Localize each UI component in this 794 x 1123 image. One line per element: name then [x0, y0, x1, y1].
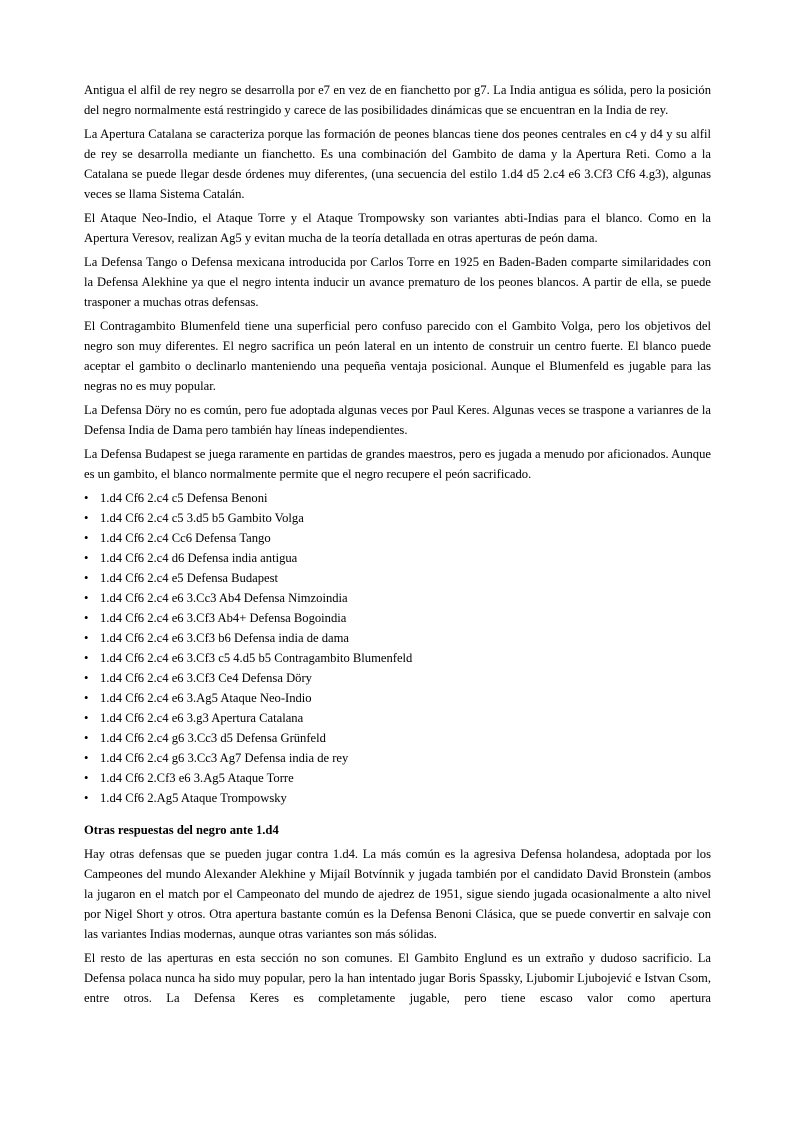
- bullet-glyph: •: [84, 511, 89, 525]
- paragraph-budapest: La Defensa Budapest se juega raramente en partidas de grandes maestros, pero es jugada a menudo por aficionados. Aunque es un gambito, el blanco normalmente permite que el negro recupere el peón sacrificado.: [84, 447, 711, 481]
- list-item: [84, 488, 711, 508]
- list-item: [84, 728, 711, 748]
- bullet-glyph: •: [84, 551, 89, 565]
- bullet-glyph: •: [84, 591, 89, 605]
- paragraph-defensa-tango: La Defensa Tango o Defensa mexicana introducida por Carlos Torre en 1925 en Baden-Baden comparte similaridades con la Defensa Alekhine ya que el negro intenta inducir un avance prematuro de los peones blancos. A partir de ella, se puede trasponer a muchas otras defensas.: [84, 255, 711, 309]
- list-item: [84, 508, 711, 528]
- list-item: [84, 788, 711, 808]
- list-item-text: 1.d4 Cf6 2.c4 e5 Defensa Budapest: [100, 571, 279, 585]
- list-item: [84, 588, 711, 608]
- bullet-glyph: •: [84, 751, 89, 765]
- list-item-text: 1.d4 Cf6 2.Ag5 Ataque Trompowsky: [100, 791, 287, 805]
- list-item: [84, 768, 711, 788]
- list-item-text: 1.d4 Cf6 2.c4 d6 Defensa india antigua: [100, 551, 298, 565]
- bullet-glyph: •: [84, 711, 89, 725]
- list-item-text: 1.d4 Cf6 2.c4 e6 3.Cf3 b6 Defensa india de dama: [100, 631, 350, 645]
- list-item-text: 1.d4 Cf6 2.Cf3 e6 3.Ag5 Ataque Torre: [100, 771, 294, 785]
- paragraph-india-antigua: Antigua el alfil de rey negro se desarrolla por e7 en vez de en fianchetto por g7. La India antigua es sólida, pero la posición del negro normalmente está restringido y carece de las posibilidades dinámicas que se encuentran en la India de rey.: [84, 83, 711, 117]
- bullet-glyph: •: [84, 691, 89, 705]
- list-item-text: 1.d4 Cf6 2.c4 e6 3.Cf3 Ce4 Defensa Döry: [100, 671, 312, 685]
- opening-moves-list: [84, 488, 711, 808]
- list-item-text: 1.d4 Cf6 2.c4 g6 3.Cc3 d5 Defensa Grünfeld: [100, 731, 326, 745]
- list-item: [84, 548, 711, 568]
- bullet-glyph: •: [84, 571, 89, 585]
- list-item: [84, 688, 711, 708]
- list-item: [84, 568, 711, 588]
- document-page: [84, 80, 711, 1012]
- paragraph-ataque-neo-indio: El Ataque Neo-Indio, el Ataque Torre y el Ataque Trompowsky son variantes abti-Indias para el blanco. Como en la Apertura Veresov, realizan Ag5 y evitan mucha de la teoría detallada en otras aperturas de peón dama.: [84, 211, 711, 245]
- list-item: [84, 628, 711, 648]
- section-heading: Otras respuestas del negro ante 1.d4: [84, 823, 279, 837]
- list-item-text: 1.d4 Cf6 2.c4 e6 3.Cf3 Ab4+ Defensa Bogoindia: [100, 611, 347, 625]
- list-item: [84, 708, 711, 728]
- bullet-glyph: •: [84, 611, 89, 625]
- bullet-glyph: •: [84, 491, 89, 505]
- list-item-text: 1.d4 Cf6 2.c4 c5 Defensa Benoni: [100, 491, 268, 505]
- paragraph-blumenfeld: El Contragambito Blumenfeld tiene una superficial pero confuso parecido con el Gambito Volga, pero los objetivos del negro son muy diferentes. El negro sacrifica un peón lateral en un intento de construir un centro fuerte. El blanco puede aceptar el gambito o declinarlo manteniendo una pequeña ventaja posicional. Aunque el Blumenfeld es jugable para las negras no es muy popular.: [84, 319, 711, 393]
- list-item: [84, 648, 711, 668]
- paragraph-otras-defensas: Hay otras defensas que se pueden jugar contra 1.d4. La más común es la agresiva Defensa holandesa, adoptada por los Campeones del mundo Alexander Alekhine y Mijaíl Botvínnik y jugada también por el candidato David Bronstein (ambos la jugaron en el match por el Campeonato del mundo de ajedrez de 1951, sigue siendo jugada ocasionalmente a alto nivel por Nigel Short y otros. Otra apertura bastante común es la Defensa Benoni Clásica, que se puede convertir en salvaje con las variantes Indias modernas, aunque otras variantes son más sólidas.: [84, 847, 711, 941]
- list-item: [84, 668, 711, 688]
- bullet-glyph: •: [84, 791, 89, 805]
- paragraph-aperturas-no-comunes: El resto de las aperturas en esta sección no son comunes. El Gambito Englund es un extraño y dudoso sacrificio. La Defensa polaca nunca ha sido muy popular, pero la han intentado jugar Boris Spassky, Ljubomir Ljubojević e Istvan Csom, entre otros. La Defensa Keres es completamente jugable, pero tiene escaso valor como apertura: [84, 951, 711, 1005]
- paragraph-catalana: La Apertura Catalana se caracteriza porque las formación de peones blancas tiene dos peones centrales en c4 y d4 y su alfil de rey se desarrolla mediante un fianchetto. Es una combinación del Gambito de dama y la Apertura Reti. Como a la Catalana se puede llegar desde órdenes muy diferentes, (una secuencia del estilo 1.d4 d5 2.c4 e6 3.Cf3 Cf6 4.g3), algunas veces se llama Sistema Catalán.: [84, 127, 711, 201]
- bullet-glyph: •: [84, 651, 89, 665]
- list-item-text: 1.d4 Cf6 2.c4 g6 3.Cc3 Ag7 Defensa india de rey: [100, 751, 349, 765]
- list-item-text: 1.d4 Cf6 2.c4 e6 3.Cf3 c5 4.d5 b5 Contragambito Blumenfeld: [100, 651, 413, 665]
- list-item-text: 1.d4 Cf6 2.c4 e6 3.Ag5 Ataque Neo-Indio: [100, 691, 312, 705]
- bullet-glyph: •: [84, 771, 89, 785]
- list-item: [84, 528, 711, 548]
- list-item: [84, 608, 711, 628]
- list-item-text: 1.d4 Cf6 2.c4 Cc6 Defensa Tango: [100, 531, 271, 545]
- bullet-glyph: •: [84, 731, 89, 745]
- bullet-glyph: •: [84, 631, 89, 645]
- bullet-glyph: •: [84, 671, 89, 685]
- list-item-text: 1.d4 Cf6 2.c4 e6 3.g3 Apertura Catalana: [100, 711, 304, 725]
- list-item-text: 1.d4 Cf6 2.c4 e6 3.Cc3 Ab4 Defensa Nimzoindia: [100, 591, 348, 605]
- bullet-glyph: •: [84, 531, 89, 545]
- paragraph-dory: La Defensa Döry no es común, pero fue adoptada algunas veces por Paul Keres. Algunas veces se traspone a varianres de la Defensa India de Dama pero también hay líneas independientes.: [84, 403, 711, 437]
- list-item-text: 1.d4 Cf6 2.c4 c5 3.d5 b5 Gambito Volga: [100, 511, 304, 525]
- list-item: [84, 748, 711, 768]
